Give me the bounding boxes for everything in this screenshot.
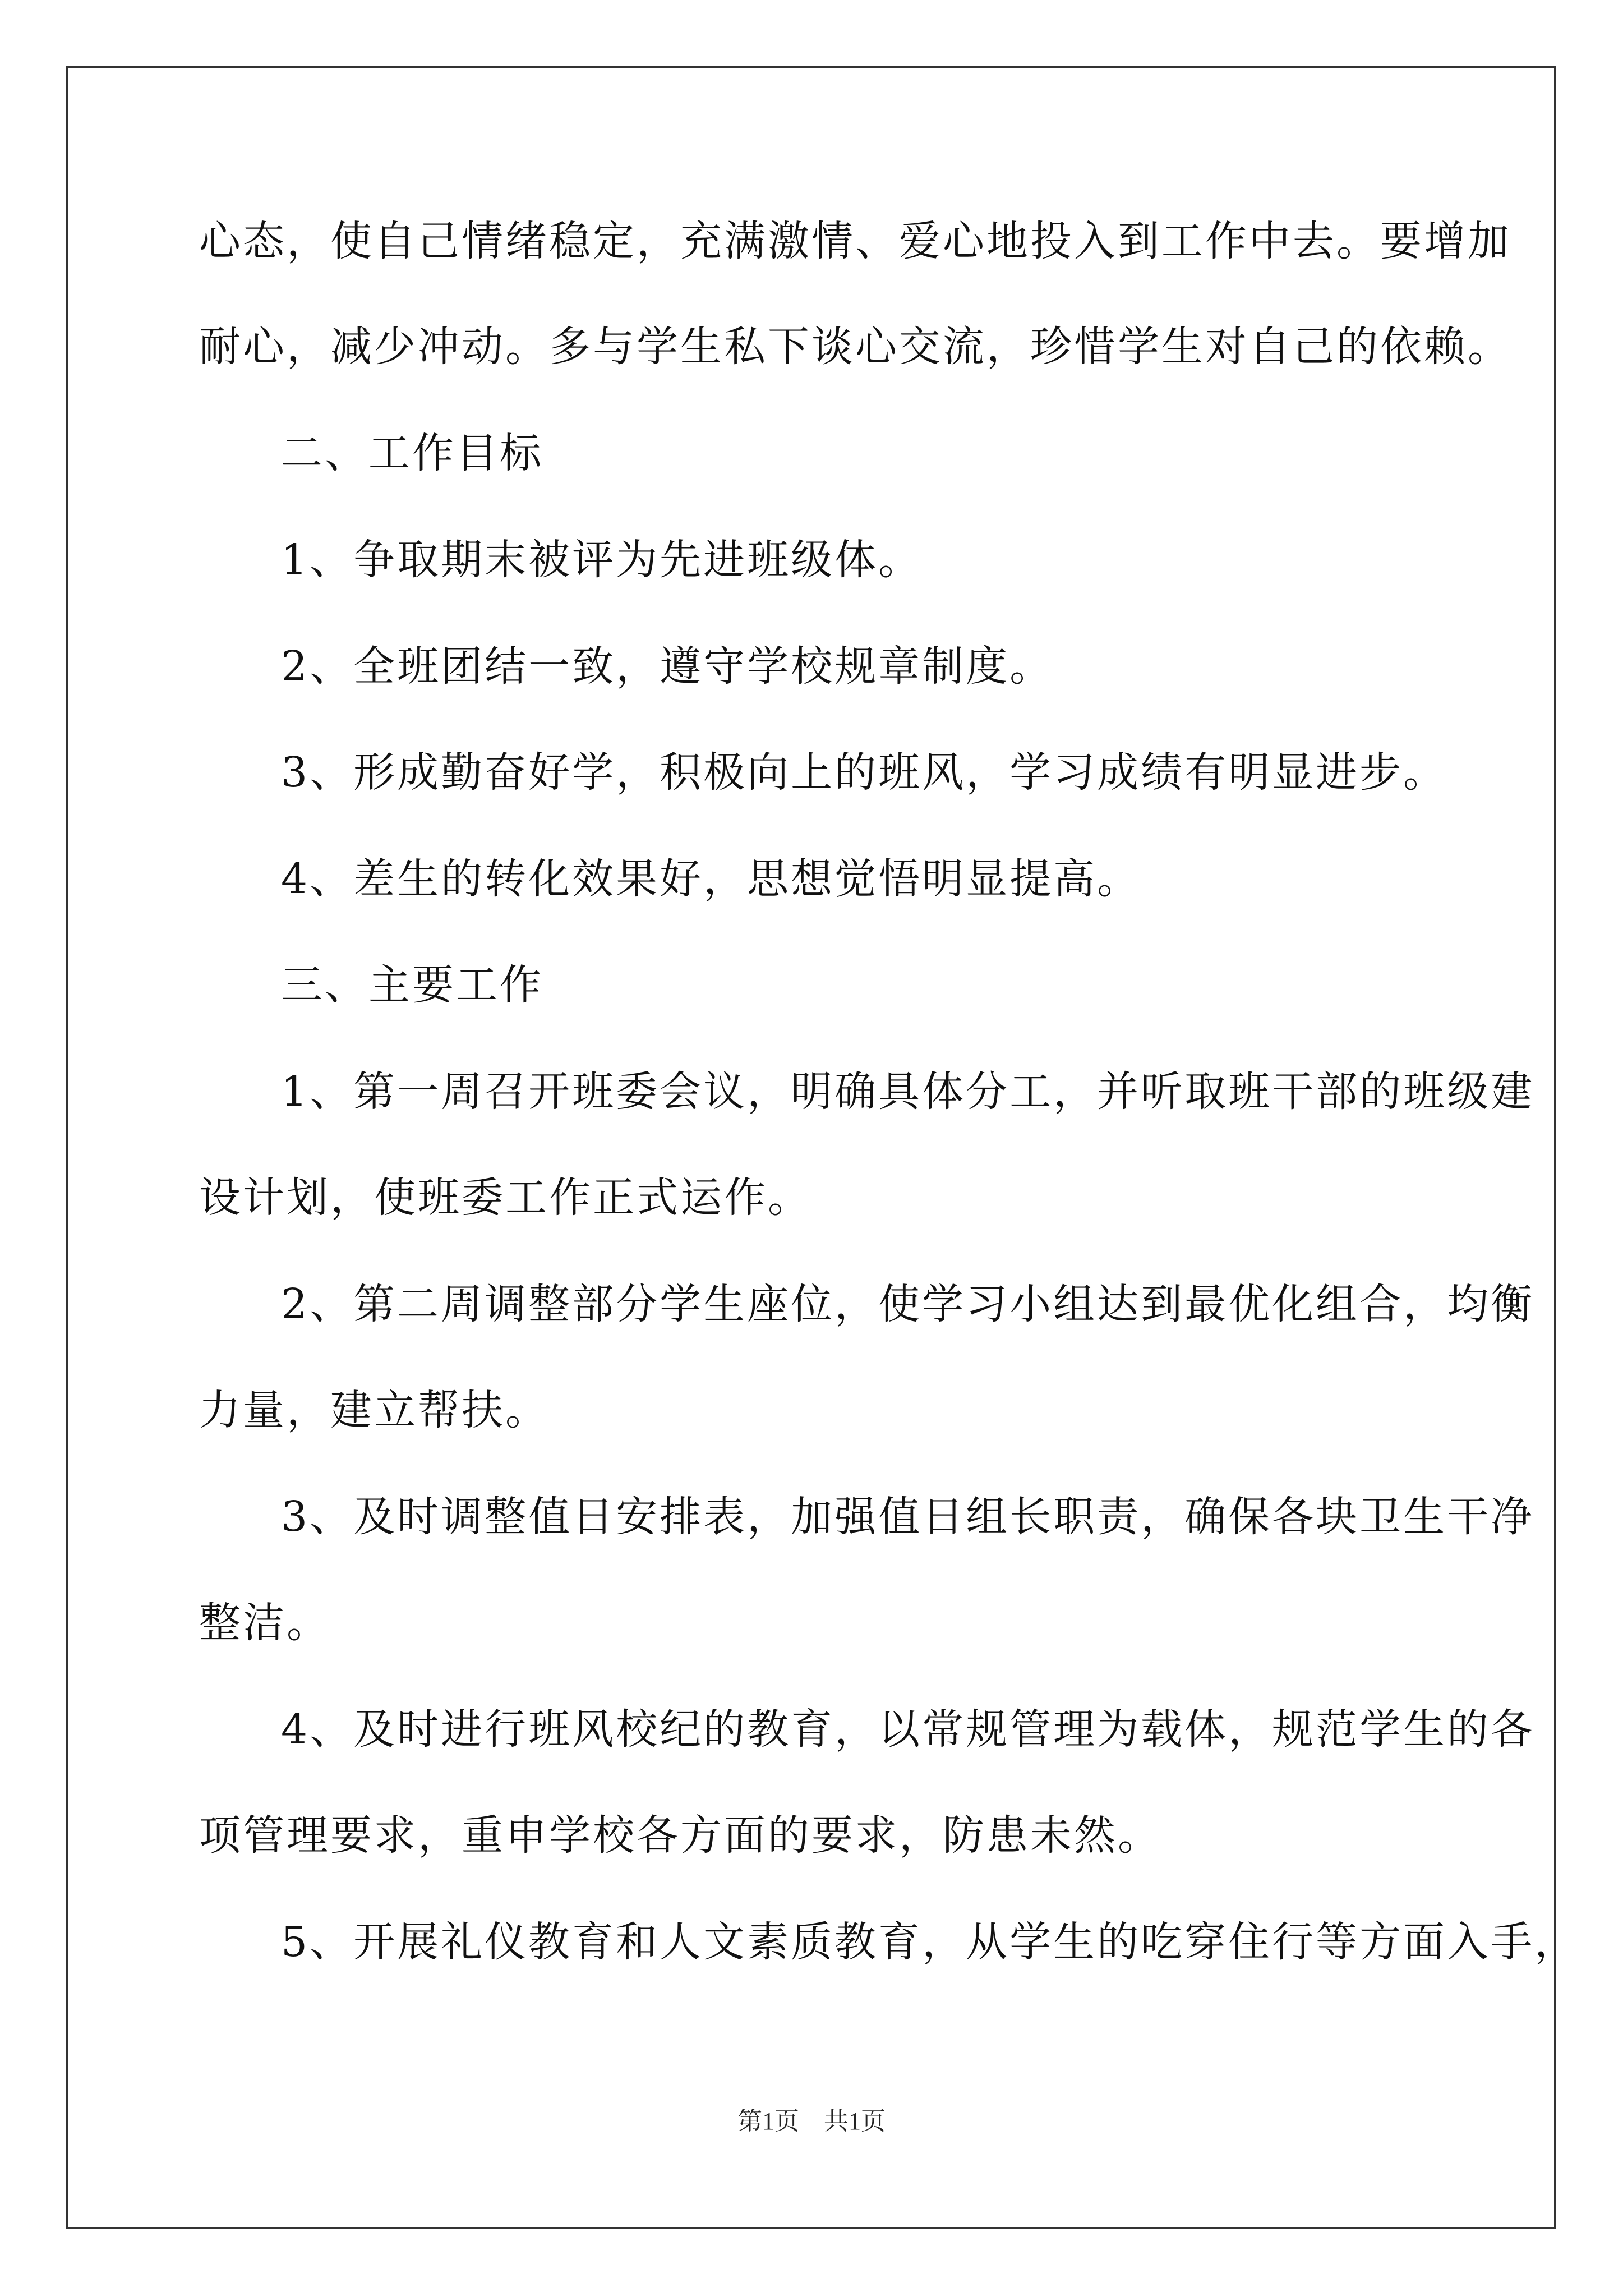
page-number: 第1页	[737, 2108, 799, 2135]
list-item: 4、及时进行班风校纪的教育，以常规管理为载体，规范学生的各	[281, 1705, 1535, 1754]
page-frame	[66, 66, 1579, 2229]
text-line: 项管理要求，重申学校各方面的要求，防患未然。	[199, 1811, 1161, 1860]
list-item: 5、开展礼仪教育和人文素质教育，从学生的吃穿住行等方面入手，	[281, 1918, 1579, 1966]
list-item: 2、全班团结一致，遵守学校规章制度。	[281, 642, 1054, 691]
text-line: 力量，建立帮扶。	[199, 1386, 549, 1434]
section-heading: 二、工作目标	[281, 429, 543, 477]
text-line: 设计划，使班委工作正式运作。	[199, 1174, 811, 1222]
section-heading: 三、主要工作	[281, 961, 543, 1009]
list-item: 2、第二周调整部分学生座位，使学习小组达到最优化组合，均衡	[281, 1280, 1535, 1328]
page-footer	[0, 2105, 1623, 2138]
text-line: 整洁。	[199, 1599, 330, 1647]
list-item: 4、差生的转化效果好，思想觉悟明显提高。	[281, 855, 1141, 903]
text-line: 心态，使自己情绪稳定，充满激情、爱心地投入到工作中去。要增加	[199, 217, 1511, 265]
list-item: 1、第一周召开班委会议，明确具体分工，并听取班干部的班级建	[281, 1068, 1535, 1116]
list-item: 1、争取期末被评为先进班级体。	[281, 536, 923, 584]
list-item: 3、及时调整值日安排表，加强值日组长职责，确保各块卫生干净	[281, 1493, 1535, 1541]
list-item: 3、形成勤奋好学，积极向上的班风，学习成绩有明显进步。	[281, 748, 1447, 797]
page-total: 共1页	[824, 2108, 886, 2135]
text-line: 耐心，减少冲动。多与学生私下谈心交流，珍惜学生对自己的依赖。	[199, 323, 1511, 371]
